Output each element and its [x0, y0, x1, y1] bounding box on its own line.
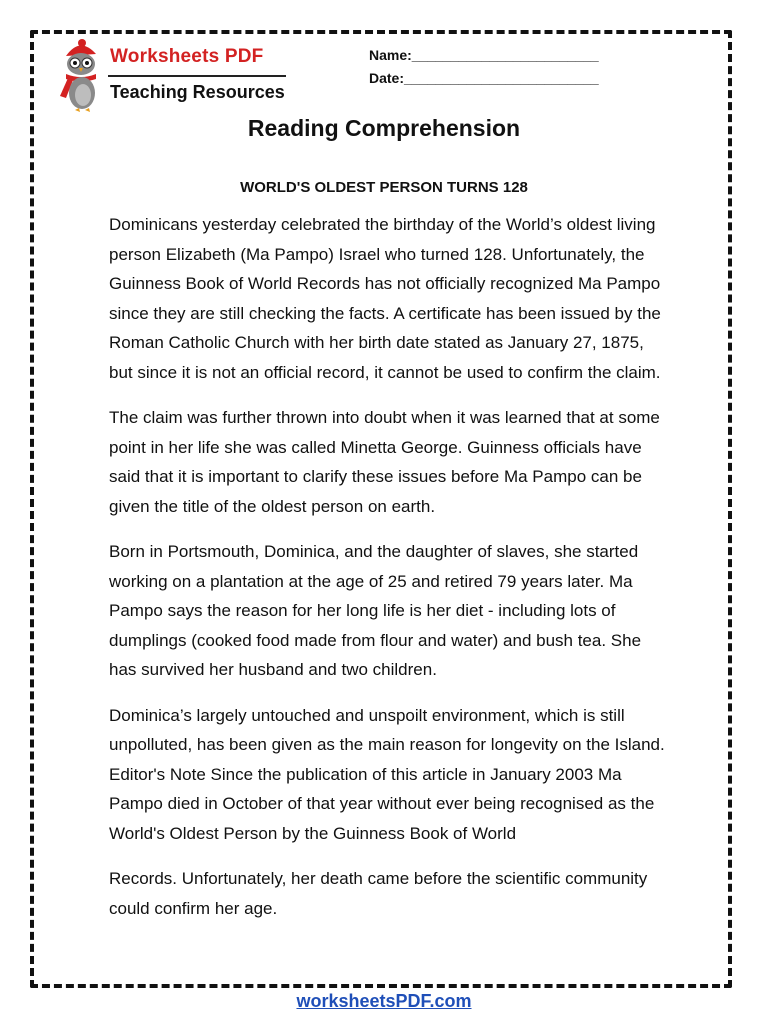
logo-subtitle: Teaching Resources: [110, 82, 285, 102]
logo: [56, 38, 296, 114]
article-body: [109, 210, 669, 939]
article-headline: WORLD'S OLDEST PERSON TURNS 128: [240, 179, 528, 196]
paragraph: Born in Portsmouth, Dominica, and the daughter of slaves, she started working on a plantation at the age of 25 and retired 79 years later. Ma Pampo says the reason for her long life is her diet - including lots of dumplings (cooked food made from flour and water) and bush tea. She has survived her husband and two children.: [109, 542, 642, 679]
paragraph: Records. Unfortunately, her death came before the scientific community could confirm her age.: [109, 869, 648, 918]
name-field[interactable]: Name:________________________: [369, 47, 599, 63]
page-title: Reading Comprehension: [247, 115, 521, 141]
paragraph: Dominicans yesterday celebrated the birthday of the World’s oldest living person Elizabeth (Ma Pampo) Israel who turned 128. Unfortunately, the Guinness Book of World Records has not officially recognized Ma Pampo since they are still checking the facts. A certificate has been issued by the Roman Catholic Church with her birth date stated as January 27, 1875, but since it is not an official record, it cannot be used to confirm the claim.: [109, 215, 661, 382]
logo-divider: [108, 75, 286, 77]
footer-link[interactable]: worksheetsPDF.com: [296, 991, 472, 1011]
paragraph: Dominica’s largely untouched and unspoilt environment, which is still unpolluted, has been given as the main reason for longevity on the Island. Editor's Note Since the publication of this article in January 2003 Ma Pampo died in October of that year without ever being recognised as the World's Oldest Person by the Guinness Book of World: [109, 705, 665, 843]
paragraph: The claim was further thrown into doubt when it was learned that at some point in her life she was called Minetta George. Guinness officials have said that it is important to clarify these issues before Ma Pampo can be given the title of the oldest person on earth.: [109, 408, 660, 516]
logo-title: Worksheets PDF: [110, 46, 264, 67]
owl-mascot-icon: [56, 38, 108, 114]
date-field[interactable]: Date:_________________________: [369, 70, 599, 86]
